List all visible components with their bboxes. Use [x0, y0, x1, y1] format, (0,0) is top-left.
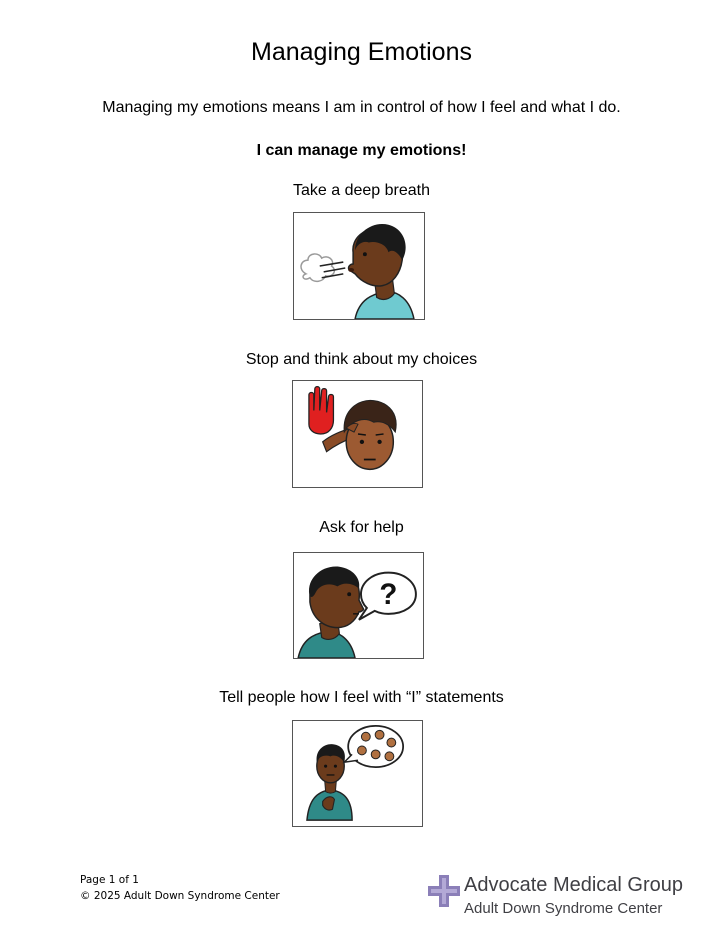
medical-cross-icon: [428, 875, 460, 907]
svg-text:?: ?: [379, 578, 398, 612]
ask-for-help-icon: [293, 552, 424, 659]
intro-text: Managing my emotions means I am in control of how I feel and what I do.: [102, 99, 621, 116]
page-number: Page 1 of 1: [80, 874, 139, 886]
logo-name: Advocate Medical Group: [464, 874, 684, 896]
step-label-i-statements: Tell people how I feel with “I” statements: [219, 689, 504, 706]
i-statements-icon: [292, 720, 423, 827]
page-title: Managing Emotions: [251, 38, 472, 66]
stop-and-think-icon: [292, 380, 423, 488]
advocate-logo: [428, 873, 688, 919]
step-label-stop-and-think: Stop and think about my choices: [245, 351, 478, 368]
step-label-deep-breath: Take a deep breath: [293, 182, 430, 199]
step-label-ask-for-help: Ask for help: [319, 519, 404, 536]
motto-text: I can manage my emotions!: [256, 142, 467, 159]
footer: [80, 872, 280, 904]
deep-breath-icon: [293, 212, 425, 320]
logo-subtitle: Adult Down Syndrome Center: [464, 900, 663, 917]
copyright-text: © 2025 Adult Down Syndrome Center: [80, 890, 280, 902]
